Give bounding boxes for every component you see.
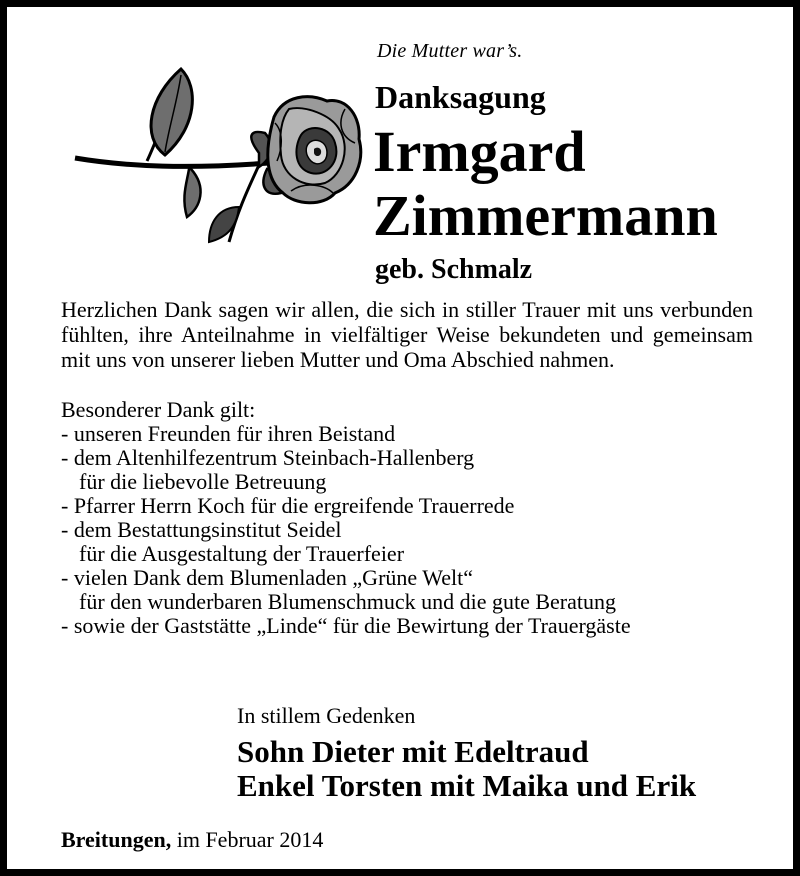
memory-line: In stillem Gedenken	[237, 703, 416, 728]
thanks-item-continued: für den wunderbaren Blumenschmuck und die gute Beratung	[79, 589, 617, 614]
thanks-item: - dem Bestattungsinstitut Seidel	[61, 517, 342, 542]
motto: Die Mutter war’s.	[377, 40, 523, 62]
thanks-item: - dem Altenhilfezentrum Steinbach-Hallenberg	[61, 445, 475, 470]
rose-icon	[69, 57, 369, 257]
intro-paragraph: Herzlichen Dank sagen wir allen, die sich in stiller Trauer mit uns verbunden fühlten, ihre Anteilnahme in vielfältiger Weise bekundeten und gemeinsam mit uns von unserer lieben Mutter und Oma Abschied nahmen.	[61, 297, 753, 372]
thanks-heading: Besonderer Dank gilt:	[61, 397, 256, 422]
deceased-first-name: Irmgard	[373, 119, 586, 184]
thanks-item: - sowie der Gaststätte „Linde“ für die Bewirtung der Trauergäste	[61, 613, 631, 638]
thanks-item: - unseren Freunden für ihren Beistand	[61, 421, 396, 446]
thanks-item-continued: für die Ausgestaltung der Trauerfeier	[79, 541, 405, 566]
thanks-item: - vielen Dank dem Blumenladen „Grüne Welt“	[61, 565, 474, 590]
thanks-item: - Pfarrer Herrn Koch für die ergreifende Trauerrede	[61, 493, 515, 518]
thanks-item-continued: für die liebevolle Betreuung	[79, 469, 327, 494]
thanks-list	[61, 398, 781, 638]
place-date	[61, 827, 323, 853]
date: im Februar 2014	[176, 827, 324, 852]
birth-name: geb. Schmalz	[375, 254, 533, 285]
deceased-last-name: Zimmermann	[373, 183, 718, 248]
family-line: Sohn Dieter mit Edeltraud	[237, 734, 589, 769]
heading: Danksagung	[375, 79, 546, 115]
family-signatures	[237, 735, 696, 803]
place: Breitungen,	[61, 827, 172, 852]
family-line: Enkel Torsten mit Maika und Erik	[237, 768, 697, 803]
